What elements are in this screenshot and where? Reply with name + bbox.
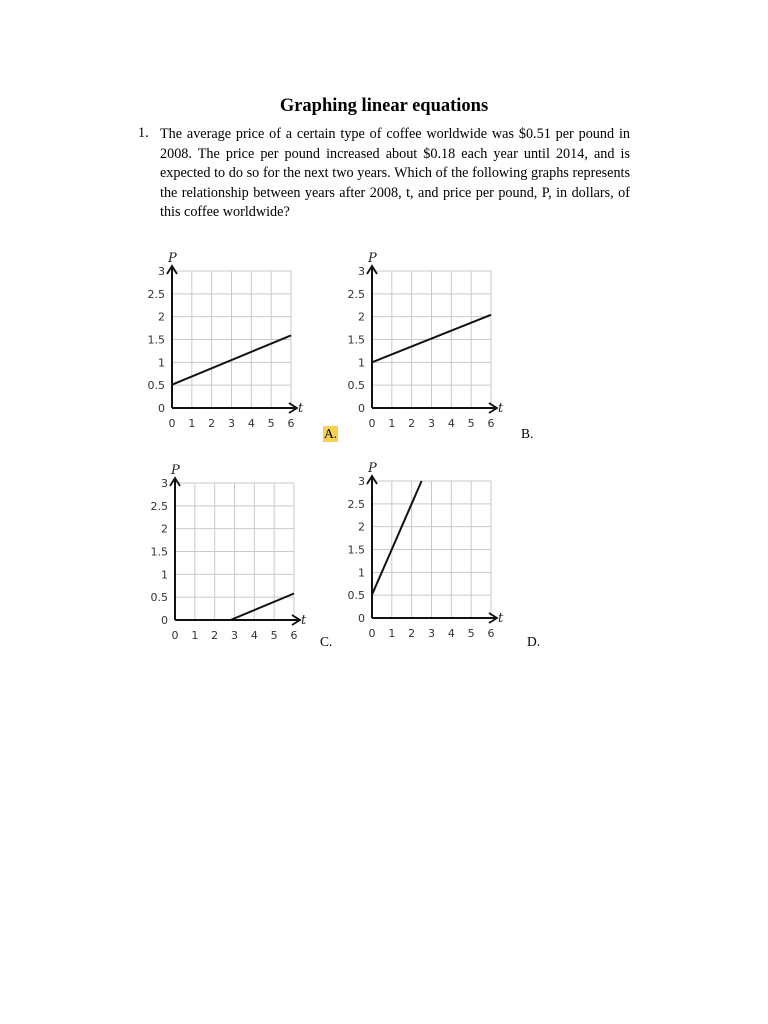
graph-a <box>140 248 320 448</box>
question-text: The average price of a certain type of coffee worldwide was $0.51 per pound in 2008. The price per pound increased about $0.18 each year until 2014, and is expected to do so for the next two years. Which of the following graphs represents the relationship between years after 2008, t, and price per pound, P, in dollars, of this coffee worldwide? <box>160 126 630 221</box>
y-tick-label: 2.5 <box>347 497 365 511</box>
graph-d <box>340 458 520 658</box>
y-tick-label: 2.5 <box>147 287 165 301</box>
y-tick-label: 1.5 <box>147 333 165 347</box>
x-tick-label: 1 <box>388 417 396 430</box>
y-axis-title: P <box>171 463 180 478</box>
y-tick-label: 0.5 <box>347 589 365 603</box>
x-tick-label: 6 <box>290 629 298 642</box>
x-tick-label: 4 <box>447 627 455 640</box>
y-tick-label: 2 <box>161 522 168 536</box>
y-tick-label: 2.5 <box>150 499 168 513</box>
x-tick-label: 2 <box>211 629 219 642</box>
y-axis-title: P <box>168 251 177 266</box>
x-tick-label: 3 <box>228 417 235 430</box>
y-tick-label: 0 <box>161 614 168 627</box>
y-tick-label: 0 <box>358 612 365 625</box>
x-tick-label: 5 <box>467 627 475 640</box>
graph-b <box>340 248 520 448</box>
y-axis-title: P <box>368 461 377 476</box>
x-tick-label: 3 <box>231 629 238 642</box>
document-title: Graphing linear equations <box>279 96 489 116</box>
x-axis-title: t <box>298 401 304 416</box>
x-tick-label: 1 <box>191 629 199 642</box>
option-b-label: B. <box>521 426 534 441</box>
y-tick-label: 1 <box>358 566 365 580</box>
option-d-label: D. <box>527 634 541 649</box>
x-tick-label: 2 <box>208 417 216 430</box>
x-tick-label: 0 <box>171 629 179 642</box>
x-tick-label: 1 <box>388 627 396 640</box>
x-tick-label: 5 <box>467 417 475 430</box>
y-tick-label: 0.5 <box>147 379 165 393</box>
x-tick-label: 2 <box>408 627 416 640</box>
y-tick-label: 0.5 <box>150 591 168 605</box>
x-tick-label: 6 <box>487 627 495 640</box>
y-tick-label: 1 <box>358 356 365 370</box>
y-tick-label: 2 <box>158 310 165 324</box>
x-tick-label: 6 <box>487 417 495 430</box>
x-axis-title: t <box>498 401 504 416</box>
y-tick-label: 2 <box>358 310 365 324</box>
y-tick-label: 1.5 <box>347 543 365 557</box>
x-tick-label: 5 <box>267 417 275 430</box>
x-tick-label: 2 <box>408 417 416 430</box>
y-tick-label: 1 <box>158 356 165 370</box>
y-tick-label: 2.5 <box>347 287 365 301</box>
question-number: 1. <box>138 125 149 141</box>
y-tick-label: 1.5 <box>150 545 168 559</box>
x-tick-label: 4 <box>247 417 255 430</box>
x-axis-title: t <box>301 613 307 628</box>
x-tick-label: 1 <box>188 417 196 430</box>
y-tick-label: 3 <box>358 475 365 488</box>
y-tick-label: 3 <box>158 265 165 278</box>
y-axis-title: P <box>368 251 377 266</box>
x-tick-label: 6 <box>287 417 295 430</box>
x-tick-label: 4 <box>447 417 455 430</box>
option-a-label: A. <box>324 426 338 441</box>
x-tick-label: 0 <box>168 417 176 430</box>
graph-c <box>143 460 323 660</box>
y-tick-label: 1.5 <box>347 333 365 347</box>
y-tick-label: 1 <box>161 568 168 582</box>
x-tick-label: 0 <box>368 627 376 640</box>
y-tick-label: 0 <box>158 402 165 415</box>
y-tick-label: 0 <box>358 402 365 415</box>
x-tick-label: 4 <box>250 629 258 642</box>
y-tick-label: 2 <box>358 520 365 534</box>
y-tick-label: 0.5 <box>347 379 365 393</box>
x-tick-label: 3 <box>428 417 435 430</box>
option-c-label: C. <box>320 634 333 649</box>
x-axis-title: t <box>498 611 504 626</box>
y-tick-label: 3 <box>161 477 168 490</box>
x-tick-label: 3 <box>428 627 435 640</box>
x-tick-label: 5 <box>270 629 278 642</box>
y-tick-label: 3 <box>358 265 365 278</box>
x-tick-label: 0 <box>368 417 376 430</box>
